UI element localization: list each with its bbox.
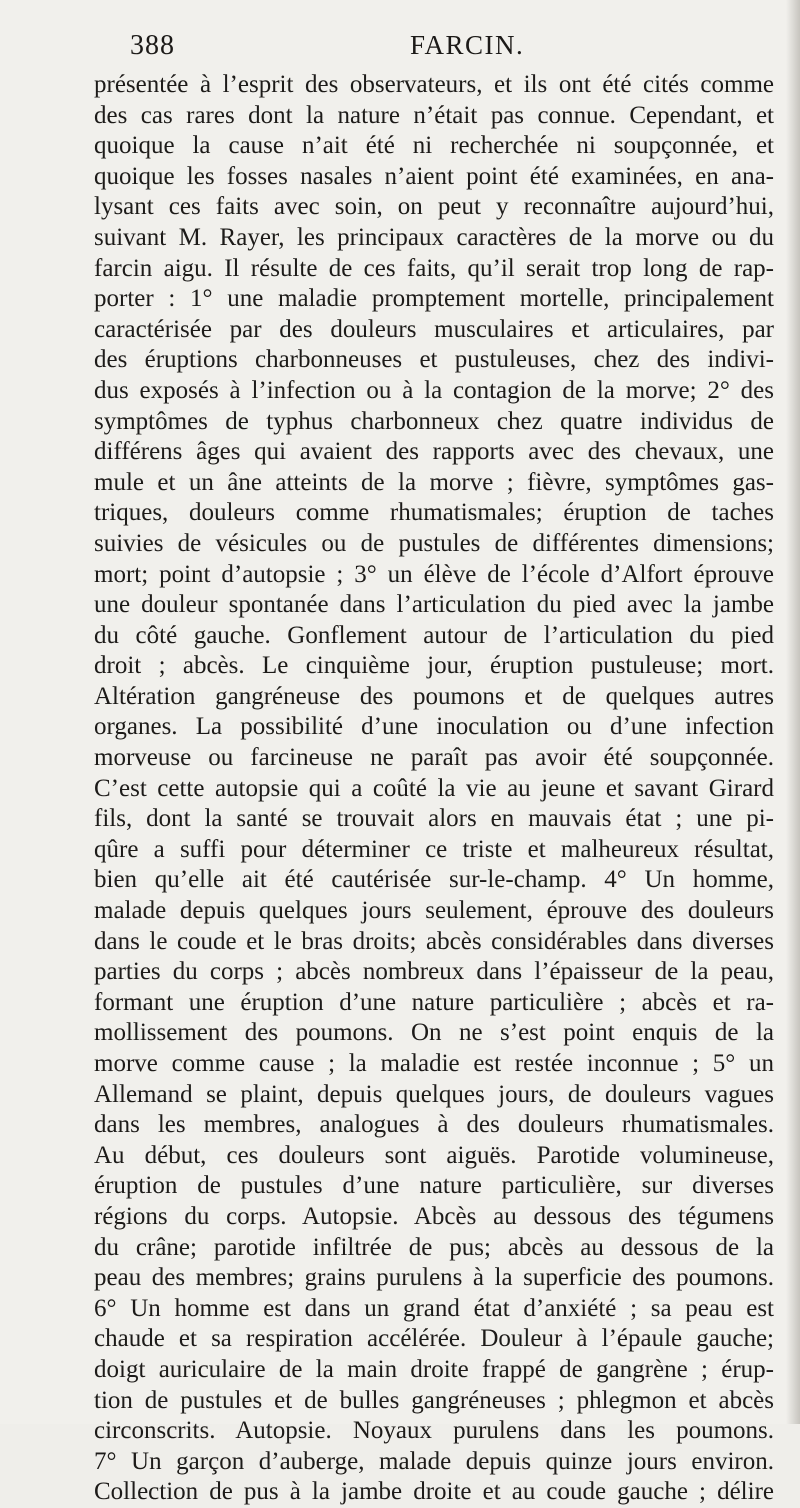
text-line: organes. La possibilité d’une inoculation ou d’une infection bbox=[94, 713, 774, 741]
text-line: du côté gauche. Gonflement autour de l’articulation du pied bbox=[94, 621, 774, 649]
text-line: suivies de vésicules ou de pustules de différentes dimensions; bbox=[94, 529, 774, 557]
text-line: dans les membres, analogues à des douleurs rhumatismales. bbox=[94, 1111, 774, 1139]
text-line: porter : 1° une maladie promptement mortelle, principalement bbox=[94, 285, 774, 313]
text-line: dus exposés à l’infection ou à la contagion de la morve; 2° des bbox=[94, 376, 774, 404]
text-line: mollissement des poumons. On ne s’est point enquis de la bbox=[94, 1019, 774, 1047]
text-line: tion de pustules et de bulles gangréneuses ; phlegmon et abcès bbox=[94, 1386, 774, 1414]
text-line: mort; point d’autopsie ; 3° un élève de l’école d’Alfort éprouve bbox=[94, 560, 774, 588]
text-line: C’est cette autopsie qui a coûté la vie au jeune et savant Girard bbox=[94, 774, 774, 802]
text-line: Altération gangréneuse des poumons et de quelques autres bbox=[94, 682, 774, 710]
text-line: peau des membres; grains purulens à la superficie des poumons. bbox=[94, 1264, 774, 1292]
text-line: lysant ces faits avec soin, on peut y reconnaître aujourd’hui, bbox=[94, 193, 774, 221]
text-line: présentée à l’esprit des observateurs, et ils ont été cités comme bbox=[94, 71, 774, 98]
text-line: éruption de pustules d’une nature particulière, sur diverses bbox=[94, 1172, 774, 1200]
text-line: morveuse ou farcineuse ne paraît pas avoir été soupçonnée. bbox=[94, 744, 774, 772]
text-line: des cas rares dont la nature n’était pas connue. Cependant, et bbox=[94, 101, 774, 129]
text-line: mule et un âne atteints de la morve ; fièvre, symptômes gas- bbox=[94, 468, 774, 496]
text-line: qûre a suffi pour déterminer ce triste et malheureux résultat, bbox=[94, 835, 774, 863]
running-title: FARCIN. bbox=[410, 30, 525, 60]
text-line: droit ; abcès. Le cinquième jour, éruption pustuleuse; mort. bbox=[94, 652, 774, 680]
text-line: bien qu’elle ait été cautérisée sur-le-champ. 4° Un homme, bbox=[94, 866, 774, 894]
text-line: différens âges qui avaient des rapports avec des chevaux, une bbox=[94, 438, 774, 466]
text-line: dans le coude et le bras droits; abcès considérables dans diverses bbox=[94, 927, 774, 955]
text-line: quoique la cause n’ait été ni recherchée ni soupçonnée, et bbox=[94, 132, 774, 160]
text-line: triques, douleurs comme rhumatismales; éruption de taches bbox=[94, 499, 774, 527]
text-line: farcin aigu. Il résulte de ces faits, qu’il serait trop long de rap- bbox=[94, 254, 774, 282]
text-line: parties du corps ; abcès nombreux dans l’épaisseur de la peau, bbox=[94, 958, 774, 986]
text-line: régions du corps. Autopsie. Abcès au dessous des tégumens bbox=[94, 1202, 774, 1230]
text-line: malade depuis quelques jours seulement, éprouve des douleurs bbox=[94, 897, 774, 925]
text-line: doigt auriculaire de la main droite frappé de gangrène ; érup- bbox=[94, 1355, 774, 1383]
page-header bbox=[130, 30, 730, 66]
text-line: caractérisée par des douleurs musculaires et articulaires, par bbox=[94, 315, 774, 343]
text-line: Allemand se plaint, depuis quelques jours, de douleurs vagues bbox=[94, 1080, 774, 1108]
text-line: 7° Un garçon d’auberge, malade depuis quinze jours environ. bbox=[94, 1447, 774, 1475]
text-line: une douleur spontanée dans l’articulation du pied avec la jambe bbox=[94, 591, 774, 619]
text-line: morve comme cause ; la maladie est restée inconnue ; 5° un bbox=[94, 1050, 774, 1077]
text-line: quoique les fosses nasales n’aient point été examinées, en ana- bbox=[94, 162, 774, 190]
text-line: formant une éruption d’une nature particulière ; abcès et ra- bbox=[94, 988, 774, 1016]
text-line: Collection de pus à la jambe droite et au coude gauche ; délire bbox=[94, 1478, 774, 1506]
text-line: fils, dont la santé se trouvait alors en mauvais état ; une pi- bbox=[94, 805, 774, 833]
text-line: suivant M. Rayer, les principaux caractères de la morve ou du bbox=[94, 223, 774, 251]
text-line: chaude et sa respiration accélérée. Douleur à l’épaule gauche; bbox=[94, 1325, 774, 1353]
text-line: 6° Un homme est dans un grand état d’anxiété ; sa peau est bbox=[94, 1294, 774, 1322]
text-line: du crâne; parotide infiltrée de pus; abcès au dessous de la bbox=[94, 1233, 774, 1261]
text-line: circonscrits. Autopsie. Noyaux purulens dans les poumons. bbox=[94, 1417, 774, 1445]
body-text bbox=[94, 70, 774, 1508]
page-number: 388 bbox=[130, 30, 175, 61]
text-line: Au début, ces douleurs sont aiguës. Parotide volumineuse, bbox=[94, 1141, 774, 1169]
text-line: symptômes de typhus charbonneux chez quatre individus de bbox=[94, 407, 774, 435]
text-line: des éruptions charbonneuses et pustuleuses, chez des indivi- bbox=[94, 346, 774, 374]
